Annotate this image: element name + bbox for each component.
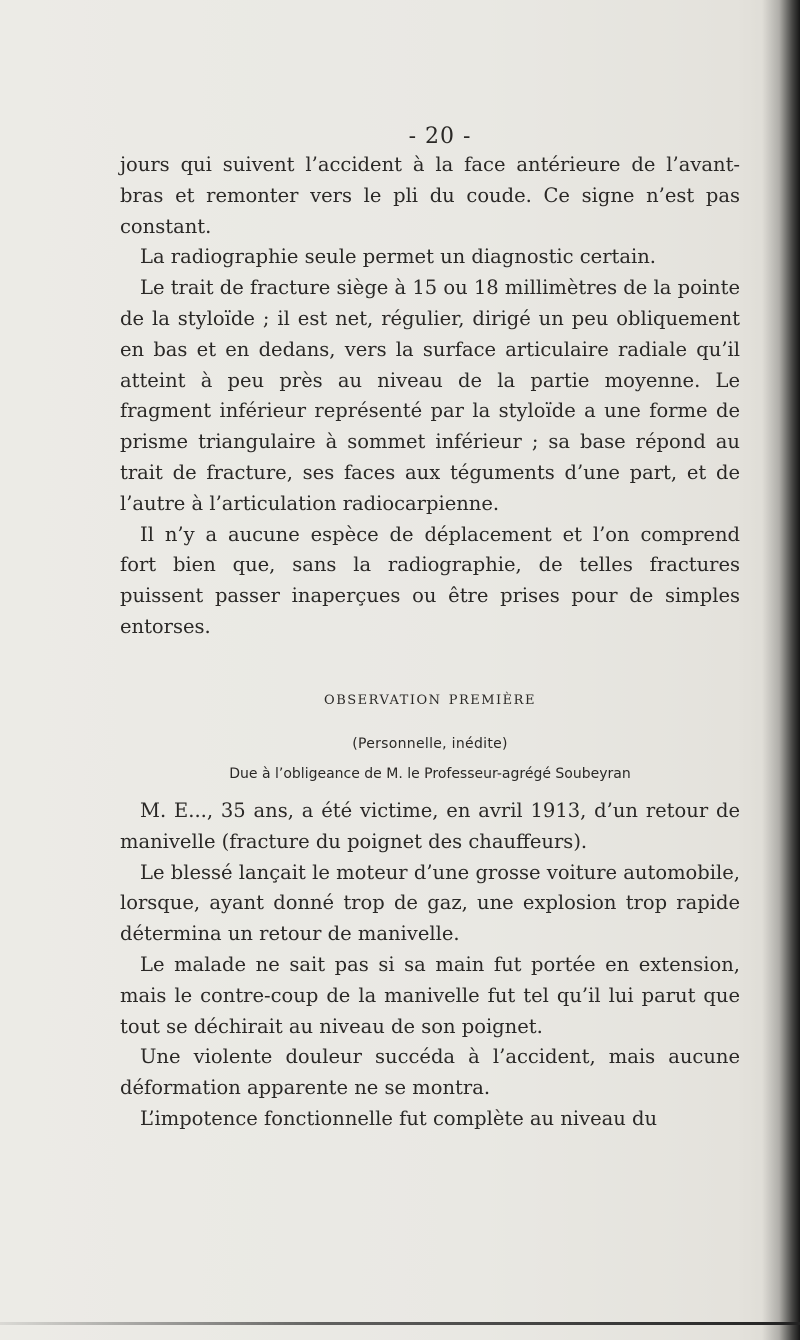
- observation-title: observation première: [324, 688, 536, 709]
- text-block-intro: [120, 150, 740, 643]
- paragraph: L’impotence fonctionnelle fut complète au niveau du: [140, 1106, 658, 1130]
- paragraph: Le trait de fracture siège à 15 ou 18 millimètres de la pointe de la styloïde ; il est net, régulier, dirigé un peu obliquement en bas et en dedans, vers la surface articulaire radiale qu’il atteint à peu près au niveau de la partie moyenne. Le fragment inférieur représenté par la styloïde a une forme de prisme triangulaire à sommet inférieur ; sa base répond au trait de fracture, ses faces aux téguments d’une part, et de l’autre à l’articulation radiocarpienne.: [120, 276, 740, 515]
- paragraph: Une violente douleur succéda à l’accident, mais aucune déformation apparente ne se montra.: [120, 1045, 740, 1100]
- observation-subtitle: (Personnelle, inédite): [352, 736, 508, 752]
- paragraph: jours qui suivent l’accident à la face antérieure de l’avant-bras et remonter vers le pli du coude. Ce signe n’est pas constant.: [120, 153, 740, 238]
- text-block-case: [120, 796, 740, 1135]
- binding-shadow: [762, 0, 800, 1340]
- paragraph: Le malade ne sait pas si sa main fut portée en extension, mais le contre-coup de la manivelle fut tel qu’il lui parut que tout se déchirait au niveau de son poignet.: [120, 952, 740, 1038]
- page-bottom-edge: [0, 1322, 800, 1325]
- paragraph: La radiographie seule permet un diagnostic certain.: [140, 245, 656, 269]
- page-number: - 20 -: [408, 124, 472, 149]
- paragraph: M. E..., 35 ans, a été victime, en avril 1913, d’un retour de manivelle (fracture du poignet des chauffeurs).: [120, 799, 740, 853]
- paragraph: Le blessé lançait le moteur d’une grosse voiture automobile, lorsque, ayant donné trop de gaz, une explosion trop rapide détermina un retour de manivelle.: [120, 860, 740, 946]
- observation-credit: Due à l’obligeance de M. le Professeur-agrégé Soubeyran: [229, 766, 631, 782]
- paragraph: Il n’y a aucune espèce de déplacement et l’on comprend fort bien que, sans la radiographie, de telles fractures puissent passer inaperçues ou être prises pour de simples entorses.: [120, 522, 740, 638]
